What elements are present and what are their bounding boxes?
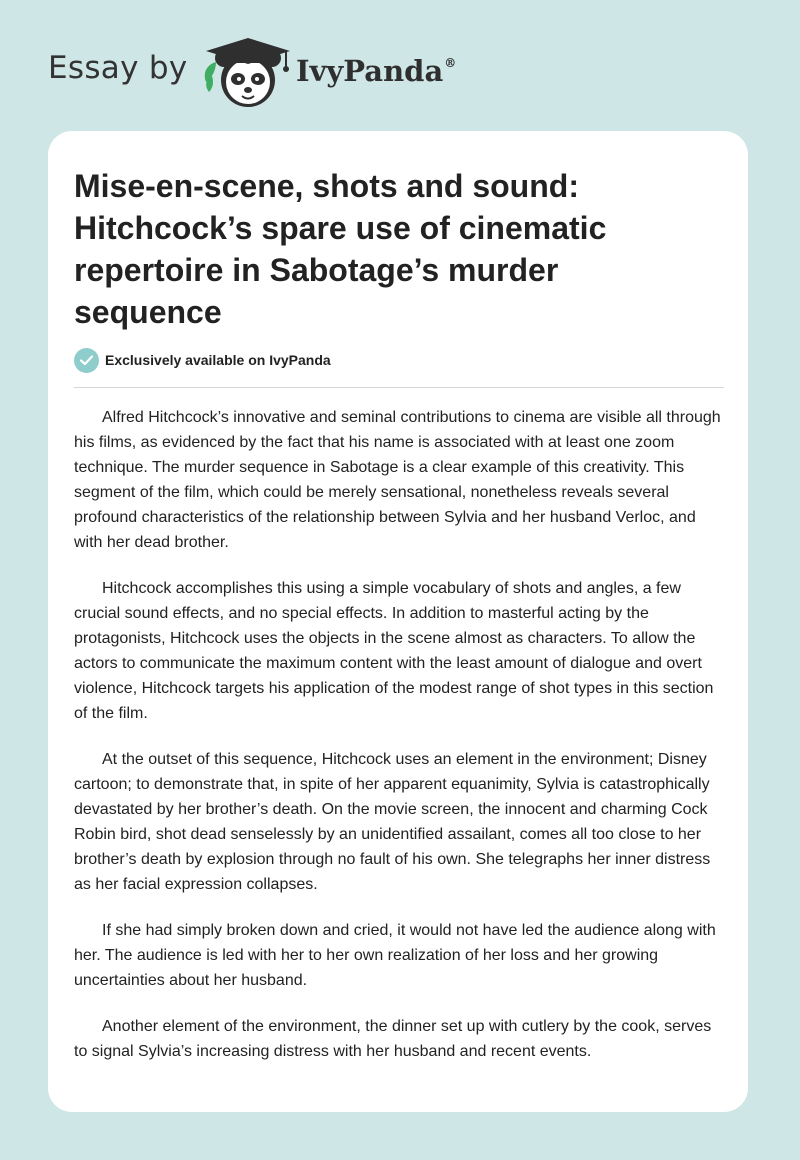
paragraph: If she had simply broken down and cried, it would not have led the audience along with her. The audience is led with her to her own realization of her loss and her growing uncertainties about her husband. (74, 922, 716, 989)
brand-name-text: IvyPanda (296, 54, 444, 88)
panda-graduate-icon[interactable] (200, 36, 300, 110)
divider (74, 387, 724, 388)
essay-title: Mise-en-scene, shots and sound: Hitchcock’s spare use of cinematic repertoire in Sabotage’s murder sequence (74, 168, 607, 330)
site-header (0, 0, 800, 120)
brand-name[interactable] (296, 54, 456, 88)
paragraph: Hitchcock accomplishes this using a simple vocabulary of shots and angles, a few crucial sound effects, and no special effects. In addition to masterful acting by the protagonists, Hitchcock uses the objects in the scene almost as characters. To allow the actors to communicate the maximum content with the least amount of dialogue and overt violence, Hitchcock targets his application of the modest range of shot types in this section of the film. (74, 580, 714, 722)
paragraph: Alfred Hitchcock’s innovative and seminal contributions to cinema are visible all through his films, as evidenced by the fact that his name is associated with at least one zoom technique. The murder sequence in Sabotage is a clear example of this creativity. This segment of the film, which could be merely sensational, nonetheless reveals several profound characteristics of the relationship between Sylvia and her husband Verloc, and with her dead brother. (74, 409, 721, 551)
paragraph: At the outset of this sequence, Hitchcock uses an element in the environment; Disney cartoon; to demonstrate that, in spite of her apparent equanimity, Sylvia is catastrophically devastated by her brother’s death. On the movie screen, the innocent and charming Cock Robin bird, shot dead senselessly by an unidentified assailant, comes all too close to her brother’s death by explosion through no fault of his own. She telegraphs her inner distress as her facial expression collapses. (74, 751, 711, 893)
check-badge-icon (74, 348, 99, 373)
registered-mark: ® (444, 56, 457, 70)
essay-by-label: Essay by (48, 50, 188, 86)
exclusive-label: Exclusively available on IvyPanda (105, 352, 331, 368)
exclusive-notice (74, 347, 331, 373)
essay-card (48, 131, 748, 1112)
paragraph: Another element of the environment, the dinner set up with cutlery by the cook, serves to signal Sylvia’s increasing distress with her husband and recent events. (74, 1018, 712, 1060)
essay-body (74, 405, 724, 1085)
